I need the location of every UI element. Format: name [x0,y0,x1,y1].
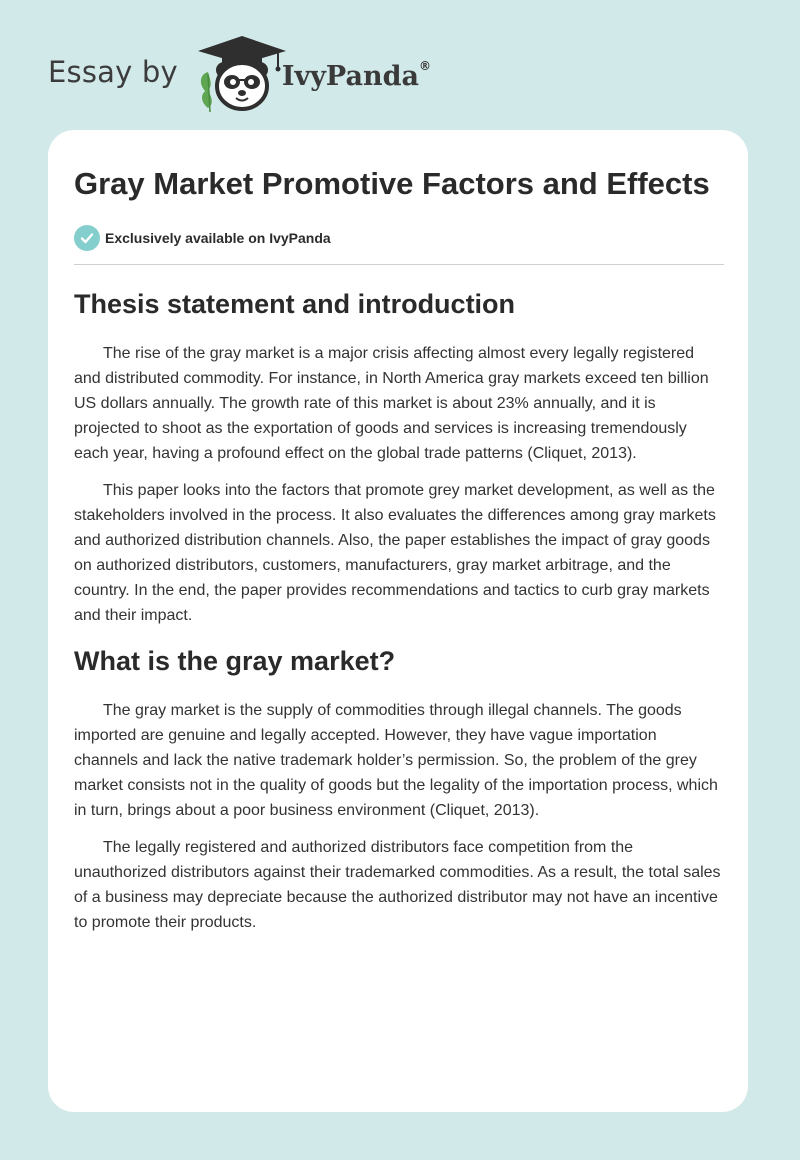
registered-mark: ® [418,58,431,73]
paragraph: The gray market is the supply of commodities through illegal channels. The goods imported are genuine and legally accepted. However, they have vague importation channels and lack the native trademark holder’s permission. So, the problem of the grey market consists not in the quality of goods but the legality of the importation process, which in turn, brings about a poor business environment (Cliquet, 2013). [74,702,718,819]
essay-card [48,130,748,1112]
brand-prefix: Essay by [48,55,178,89]
exclusive-label: Exclusively available on IvyPanda [105,230,331,246]
page-title: Gray Market Promotive Factors and Effects [74,166,710,201]
exclusive-badge [74,225,724,251]
brand-header [48,34,431,114]
divider [74,264,724,265]
paragraph: The rise of the gray market is a major crisis affecting almost every legally registered and distributed commodity. For instance, in North America gray markets exceed ten billion US dollars annually. The growth rate of this market is about 23% annually, and it is projected to shoot as the exportation of goods and services is increasing tremendously each year, having a profound effect on the global trade patterns (Cliquet, 2013). [74,345,709,462]
brand-name[interactable]: IvyPanda® [281,58,431,92]
panda-logo-icon[interactable] [194,34,290,114]
section-heading-thesis: Thesis statement and introduction [74,289,516,319]
essay-content [74,164,724,935]
check-icon [74,225,100,251]
paragraph: This paper looks into the factors that promote grey market development, as well as the stakeholders involved in the process. It also evaluates the differences among gray markets and authorized distribution channels. Also, the paper establishes the impact of gray goods on authorized distributors, customers, manufacturers, gray market arbitrage, and the country. In the end, the paper provides recommendations and tactics to curb gray markets and their impact. [74,482,716,624]
section-heading-gray-market: What is the gray market? [74,646,396,676]
paragraph: The legally registered and authorized distributors face competition from the unauthorized distributors against their trademarked commodities. As a result, the total sales of a business may depreciate because the authorized distributor may not have an incentive to promote their products. [74,839,721,931]
